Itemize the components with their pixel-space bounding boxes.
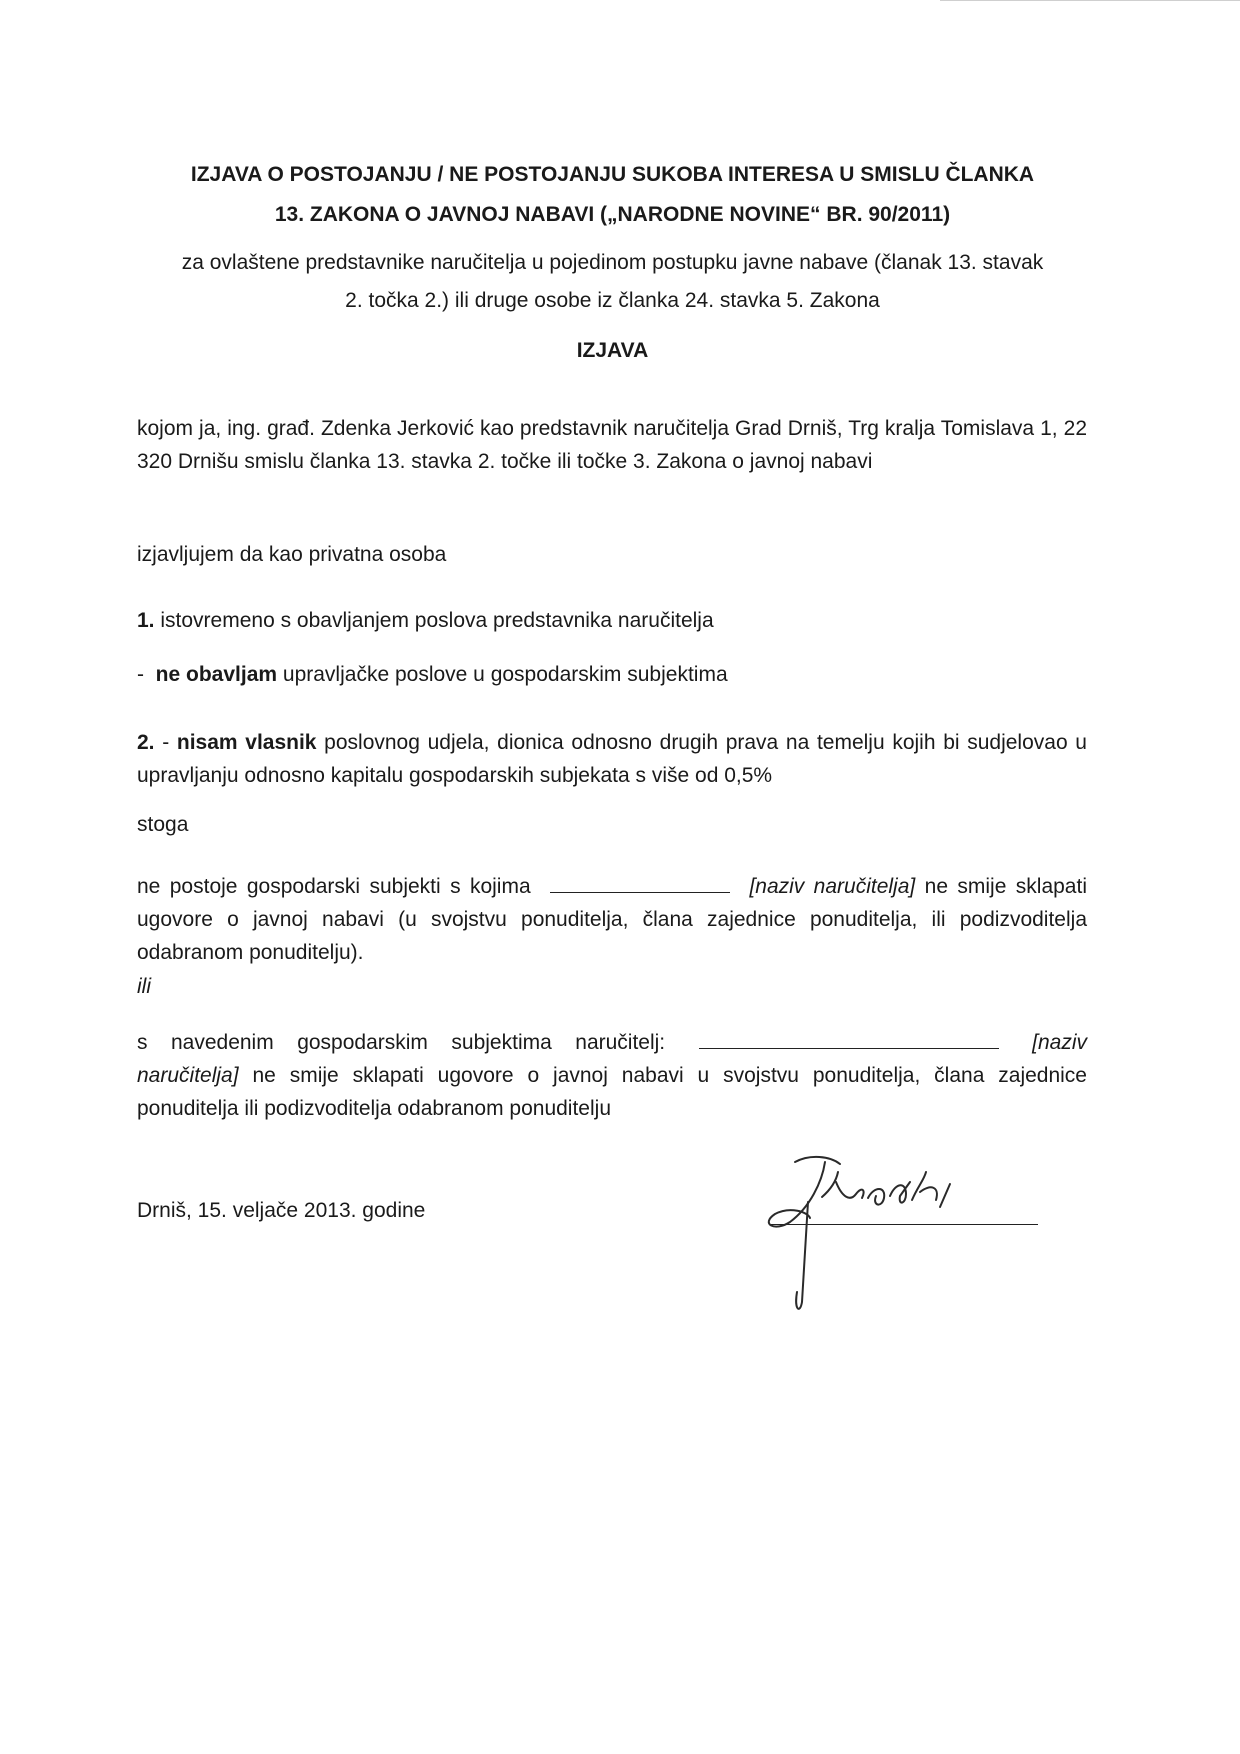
title-line-2: 13. ZAKONA O JAVNOJ NABAVI („NARODNE NOVINE“ BR. 90/2011) bbox=[274, 203, 951, 226]
intro-paragraph: kojom ja, ing. građ. Zdenka Jerković kao predstavnik naručitelja Grad Drniš, Trg kralja Tomislava 1, 22 320 Drnišu smislu članka 13. stavka 2. točke ili točke 3. Zakona o javnoj nabavi bbox=[137, 417, 1087, 473]
option-2-after: ne smije sklapati ugovore o javnoj nabavi u svojstvu ponuditelja, člana zajednice ponuditelja ili podizvoditelja odabranom ponuditelju bbox=[137, 1064, 1087, 1120]
blank-field-2 bbox=[699, 1030, 999, 1049]
item-1-bold: ne obavljam bbox=[155, 663, 278, 686]
or-line: ili bbox=[137, 975, 151, 998]
item-1-sub bbox=[137, 658, 1087, 691]
document-subtitle bbox=[140, 244, 1085, 320]
blank-field-1 bbox=[550, 874, 730, 893]
document-title bbox=[140, 155, 1085, 235]
item-2-number: 2. bbox=[137, 731, 155, 754]
heading: IZJAVA bbox=[576, 339, 649, 362]
option-1-placeholder: [naziv naručitelja] bbox=[749, 875, 916, 898]
declaration-line: izjavljujem da kao privatna osoba bbox=[137, 543, 447, 566]
subtitle-line-1: za ovlaštene predstavnike naručitelja u pojedinom postupku javne nabave (članak 13. stavak bbox=[181, 251, 1044, 274]
subtitle-line-2: 2. točka 2.) ili druge osobe iz članka 24. stavka 5. Zakona bbox=[345, 289, 880, 312]
handwritten-signature bbox=[750, 1152, 1020, 1312]
item-1-text: istovremeno s obavljanjem poslova predstavnika naručitelja bbox=[160, 609, 714, 632]
scan-artifact-line bbox=[940, 0, 1240, 1]
option-1-before: ne postoje gospodarski subjekti s kojima bbox=[137, 875, 531, 898]
item-2-bold: nisam vlasnik bbox=[176, 731, 317, 754]
place-date: Drniš, 15. veljače 2013. godine bbox=[137, 1199, 426, 1222]
item-1-dash: - bbox=[137, 663, 144, 686]
item-2-dash: - bbox=[162, 731, 170, 754]
title-line-1: IZJAVA O POSTOJANJU / NE POSTOJANJU SUKOBA INTERESA U SMISLU ČLANKA bbox=[190, 163, 1035, 186]
option-1-paragraph bbox=[137, 870, 1087, 969]
item-1 bbox=[137, 604, 1087, 637]
option-2-before: s navedenim gospodarskim subjektima naručitelj: bbox=[137, 1031, 666, 1054]
item-1-rest: upravljačke poslove u gospodarskim subjektima bbox=[282, 663, 728, 686]
option-1-after: ne smije sklapati ugovore o javnoj nabavi (u svojstvu ponuditelja, člana zajednice ponuditelja, ili podizvoditelja odabranom ponuditelju). bbox=[137, 875, 1087, 964]
option-2-placeholder: [naziv naručitelja] bbox=[137, 1031, 1087, 1087]
item-1-number: 1. bbox=[137, 609, 155, 632]
item-2 bbox=[137, 726, 1087, 792]
option-2-paragraph bbox=[137, 1026, 1087, 1125]
item-2-rest: poslovnog udjela, dionica odnosno drugih prava na temelju kojih bi sudjelovao u upravljanju odnosno kapitalu gospodarskih subjekata s više od 0,5% bbox=[137, 731, 1087, 787]
therefore-line: stoga bbox=[137, 813, 189, 836]
